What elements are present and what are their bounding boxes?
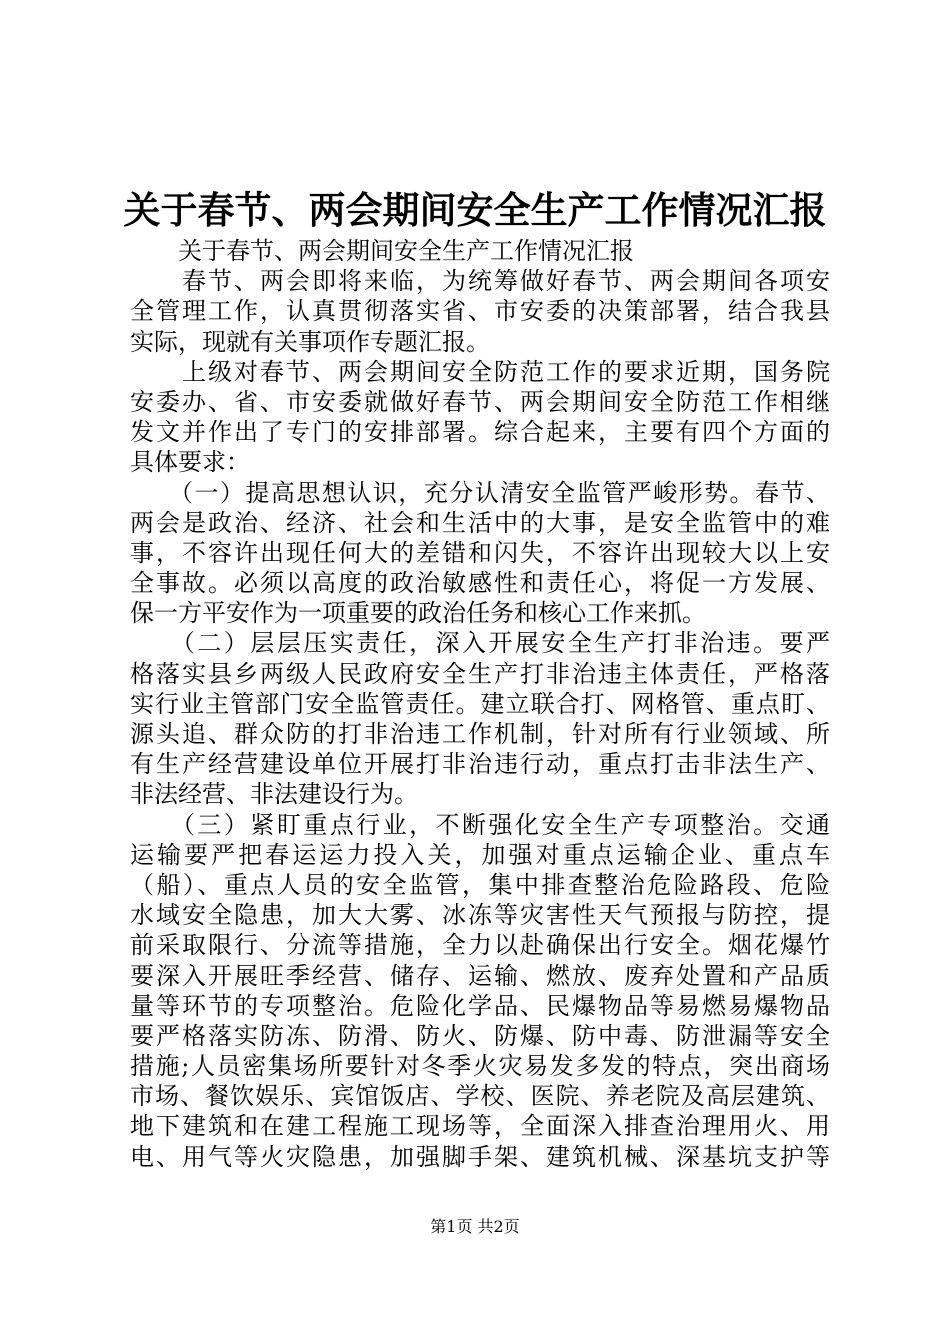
body-line: 量等环节的专项整治。危险化学品、民爆物品等易燃易爆物品 (130, 991, 830, 1020)
body-line: 运输要严把春运运力投入关，加强对重点运输企业、重点车 (130, 840, 830, 869)
body-line: 安委办、省、市安委就做好春节、两会期间安全防范工作相继 (130, 387, 830, 416)
body-line: 实际，现就有关事项作专题汇报。 (130, 327, 490, 356)
body-line: （二）层层压实责任，深入开展安全生产打非治违。要严 (130, 629, 830, 658)
body-line: 全事故。必须以高度的政治敏感性和责任心，将促一方发展、 (130, 569, 830, 598)
body-line: 事，不容许出现任何大的差错和闪失，不容许出现较大以上安 (130, 538, 830, 567)
body-line: 春节、两会即将来临，为统筹做好春节、两会期间各项安 (130, 267, 830, 296)
body-line: 发文并作出了专门的安排部署。综合起来，主要有四个方面的 (130, 418, 830, 447)
body-line: 前采取限行、分流等措施，全力以赴确保出行安全。烟花爆竹 (130, 931, 830, 960)
body-line: 保一方平安作为一项重要的政治任务和核心工作来抓。 (130, 599, 706, 628)
document-title: 关于春节、两会期间安全生产工作情况汇报 (123, 188, 827, 232)
body-line: （一）提高思想认识，充分认清安全监管严峻形势。春节、 (130, 478, 830, 507)
body-line: 全管理工作，认真贯彻落实省、市安委的决策部署，结合我县 (130, 297, 830, 326)
body-line: 有生产经营建设单位开展打非治违行动，重点打击非法生产、 (130, 750, 830, 779)
body-line: 实行业主管部门安全监管责任。建立联合打、网格管、重点盯、 (130, 689, 830, 718)
body-line: 源头追、群众防的打非治违工作机制，针对所有行业领域、所 (130, 720, 830, 748)
page-footer: 第1页 共2页 (430, 1217, 520, 1236)
body-line: 要严格落实防冻、防滑、防火、防爆、防中毒、防泄漏等安全 (130, 1021, 830, 1050)
body-line: 具体要求： (130, 448, 250, 477)
body-line: 非法经营、非法建设行为。 (130, 780, 418, 809)
body-line: （船）、重点人员的安全监管，集中排查整治危险路段、危险 (130, 870, 830, 899)
body-line: 市场、餐饮娱乐、宾馆饭店、学校、医院、养老院及高层建筑、 (130, 1082, 830, 1111)
body-line: 电、用气等火灾隐患，加强脚手架、建筑机械、深基坑支护等 (130, 1142, 830, 1171)
body-line: 关于春节、两会期间安全生产工作情况汇报 (130, 237, 634, 265)
body-line: 要深入开展旺季经营、储存、运输、燃放、废弃处置和产品质 (130, 961, 830, 990)
body-line: （三）紧盯重点行业，不断强化安全生产专项整治。交通 (130, 810, 830, 839)
body-line: 水域安全隐患，加大大雾、冰冻等灾害性天气预报与防控，提 (130, 901, 830, 930)
body-line: 地下建筑和在建工程施工现场等，全面深入排查治理用火、用 (130, 1112, 830, 1141)
body-line: 措施;人员密集场所要针对冬季火灾易发多发的特点，突出商场 (130, 1052, 830, 1081)
body-line: 上级对春节、两会期间安全防范工作的要求近期，国务院 (130, 357, 830, 386)
body-line: 两会是政治、经济、社会和生活中的大事，是安全监管中的难 (130, 508, 830, 537)
body-line: 格落实县乡两级人民政府安全生产打非治违主体责任，严格落 (130, 659, 830, 688)
document-body (130, 236, 830, 1172)
